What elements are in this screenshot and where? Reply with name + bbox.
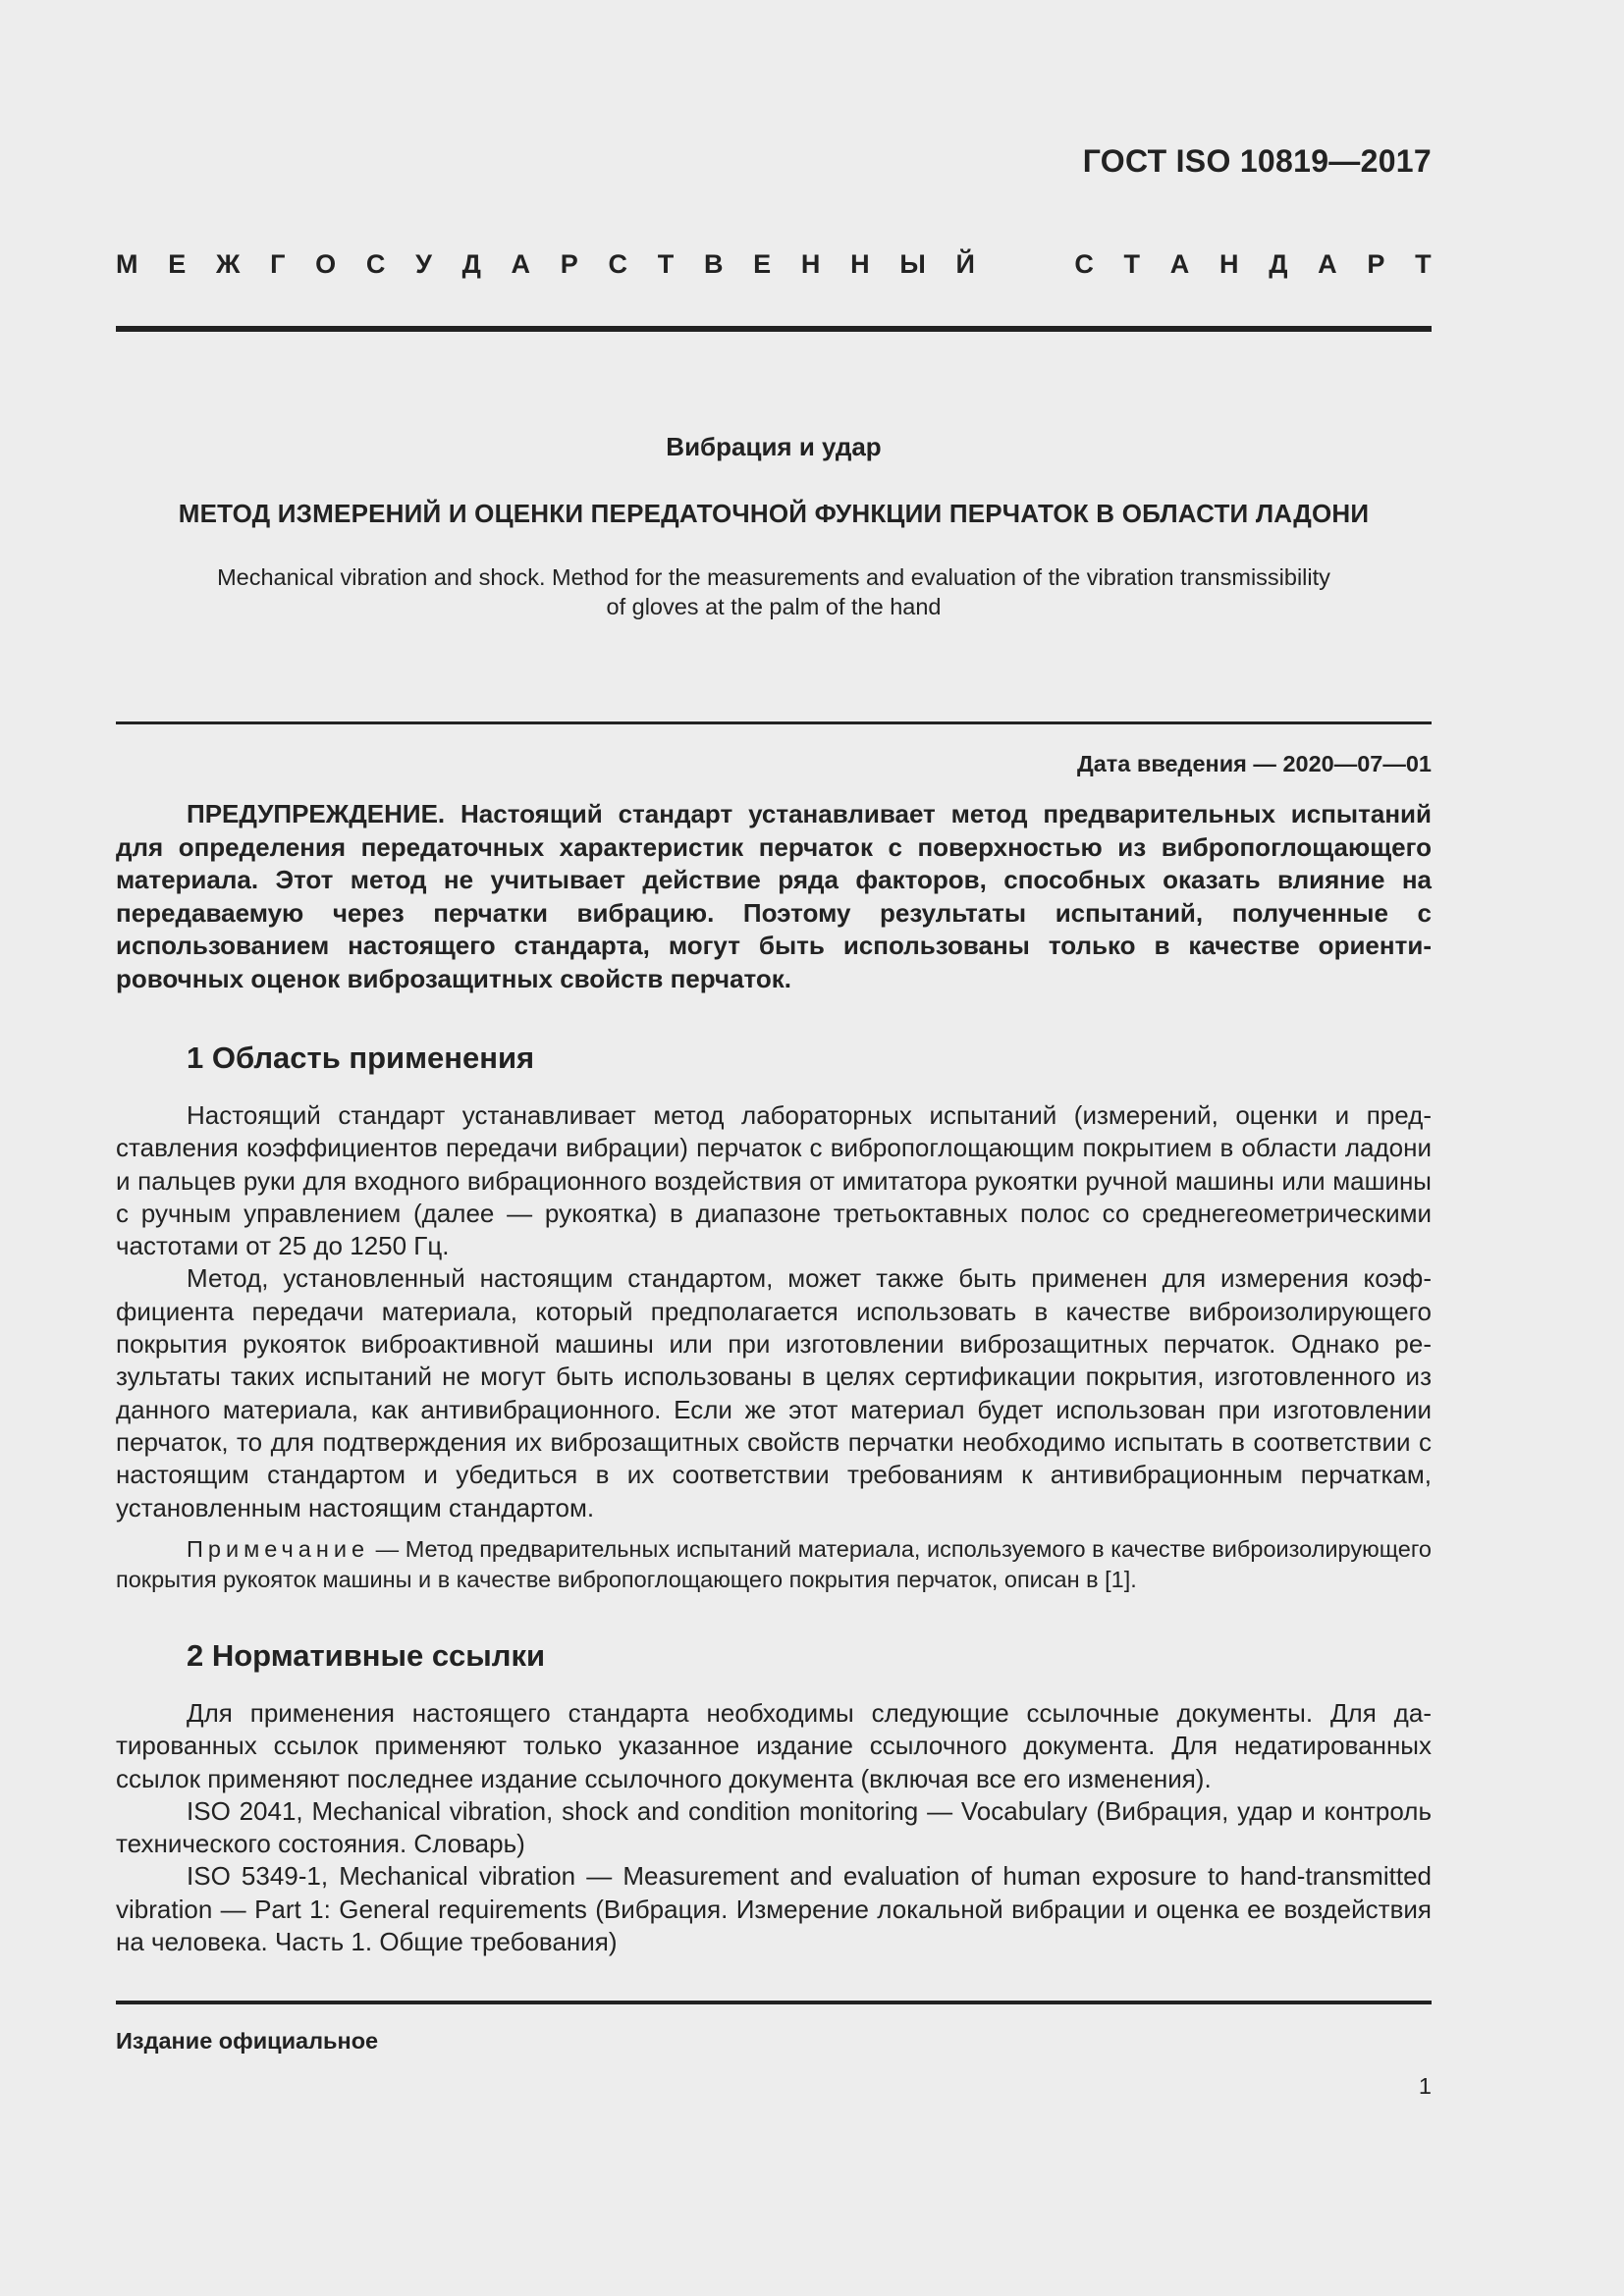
letter: Р [560,249,578,279]
reference-item: ISO 2041, Mechanical vibration, shock and condition monitoring — Vocabulary (Вибрация, удар и контроль технического состояния. Словарь) [116,1795,1432,1859]
section-1-heading: 1 Область применения [187,1041,535,1075]
official-edition-label: Издание официальное [116,2028,379,2054]
letter: М [116,249,138,279]
footer-divider [116,2001,1432,2004]
letter: А [1318,249,1337,279]
letter: А [1169,249,1190,279]
letter: А [511,249,531,279]
letter: Й [955,249,975,279]
letter: С [608,249,627,279]
letter: Е [753,249,772,279]
letter: Т [1123,249,1141,279]
letter: Р [1367,249,1385,279]
section-2-body [116,1697,1432,1958]
page-number: 1 [1418,2073,1432,2099]
letter: Т [657,249,675,279]
letter: Н [800,249,821,279]
title-english-line: Mechanical vibration and shock. Method for the measurements and evaluation of the vibration transmissibility [217,564,1330,590]
paragraph: Настоящий стандарт устанавливает метод лабораторных испытаний (измерений, оценки и представления коэффициентов передачи вибрации) перчаток с вибропоглощающим покрытием в области ладони и пальцев руки для входного вибрационного воздействия от имитатора рукоятки ручной машины или машины с ручным управлением (далее — рукоятка) в диапазоне третьоктавных полос со среднегеометрическими частотами от 25 до 1250 Гц. [116,1100,1432,1261]
section-1-note [116,1534,1432,1594]
letter: Д [1269,249,1288,279]
note-text: — Метод предварительных испытаний материала, используемого в качестве виброизолирующего покрытия рукояток машины и в качестве вибропоглощающего покрытия перчаток, описан в [1]. [116,1536,1432,1592]
letter: У [415,249,432,279]
letter: Т [1415,249,1432,279]
letter: Н [850,249,870,279]
title-english [116,562,1432,621]
section-2-heading: 2 Нормативные ссылки [187,1638,546,1673]
document-page [116,0,1432,2296]
letter: Г [270,249,286,279]
document-number: ГОСТ ISO 10819—2017 [1082,143,1432,179]
section-1-body [116,1099,1432,1524]
letter: Ы [899,249,926,279]
letter: О [315,249,337,279]
letter: Ж [215,249,241,279]
introduction-date: Дата введения — 2020—07—01 [1076,751,1432,776]
title-group: Вибрация и удар [666,432,882,461]
paragraph: Для применения настоящего стандарта необходимы следующие ссылочные документы. Для датированных ссылок применяют только указанное издание ссылочного документа. Для недатированных ссылок применяют последнее издание ссылочного документа (включая все его изменения). [116,1698,1432,1793]
title-main: МЕТОД ИЗМЕРЕНИЙ И ОЦЕНКИ ПЕРЕДАТОЧНОЙ ФУНКЦИИ ПЕРЧАТОК В ОБЛАСТИ ЛАДОНИ [178,499,1370,528]
letter: Н [1218,249,1239,279]
letter: С [365,249,386,279]
letter: Е [168,249,187,279]
title-divider [116,721,1432,724]
interstate-standard-heading [116,249,1432,280]
letter: Д [461,249,481,279]
title-english-line: of gloves at the palm of the hand [606,594,942,619]
letter: В [703,249,724,279]
letter: С [1074,249,1094,279]
header-divider [116,326,1432,332]
note-label: Примечание [187,1536,370,1562]
word-gap [1005,249,1045,280]
warning-paragraph: ПРЕДУПРЕЖДЕНИЕ. Настоящий стандарт устанавливает метод предварительных испытаний для определения передаточных характеристик перчаток с поверхностью из вибропоглощающего материала. Этот метод не учитывает действие ряда факторов, способных оказать влияние на передаваемую через перчатки вибрацию. Поэтому результаты испытаний, полученные с использованием настоящего стандарта, могут быть использованы только в качестве ориентировочных оценок виброзащитных свойств перчаток. [116,799,1432,993]
reference-item: ISO 5349-1, Mechanical vibration — Measurement and evaluation of human exposure to hand-transmitted vibration — Part 1: General requirements (Вибрация. Измерение локальной вибрации и оценка ее воздействия на человека. Часть 1. Общие требования) [116,1861,1432,1957]
paragraph: Метод, установленный настоящим стандартом, может также быть применен для измерения коэффициента передачи материала, который предполагается использовать в качестве виброизолирующего покрытия рукояток виброактивной машины или при изготовлении виброзащитных перчаток. Однако результаты таких испытаний не могут быть использованы в целях сертификации покрытия, изготовленного из данного материала, как антивибрационного. Если же этот материал будет использован при изготовлении перчаток, то для подтверждения их виброзащитных свойств перчатки необходимо испытать в соответствии с настоящим стандартом и убедиться в их соответствии требованиям к антивибрационным перчаткам, установленным настоящим стандартом. [116,1263,1432,1522]
